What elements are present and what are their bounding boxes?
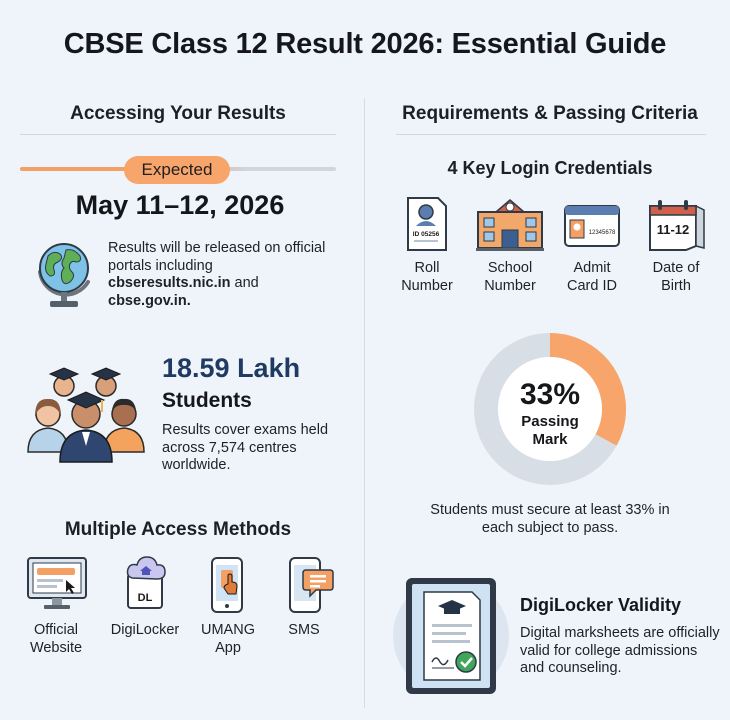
admit-card-icon bbox=[563, 204, 621, 248]
sms-icon bbox=[288, 556, 334, 614]
credential-date-of-birth: Date of Birth bbox=[652, 260, 700, 294]
id-card-number: ID 05256 bbox=[412, 231, 440, 238]
calendar-date-text: 11-12 bbox=[656, 222, 690, 237]
column-divider bbox=[364, 98, 365, 708]
globe-icon bbox=[30, 234, 98, 312]
students-count: 18.59 Lakh bbox=[162, 353, 301, 383]
digilocker-validity-title: DigiLocker Validity bbox=[520, 595, 682, 615]
credential-roll-number: Roll Number bbox=[401, 260, 453, 294]
passing-mark-label: Passing Mark bbox=[521, 413, 579, 448]
expected-pill: Expected bbox=[124, 156, 230, 184]
id-card-icon bbox=[404, 196, 450, 252]
students-label: Students bbox=[162, 389, 252, 412]
students-group-icon bbox=[24, 360, 148, 466]
digilocker-validity-description: Digital marksheets are officially valid for college admissions and counseling. bbox=[520, 625, 720, 676]
calendar-icon bbox=[644, 196, 708, 252]
digilocker-badge-text: DL bbox=[137, 592, 153, 604]
credential-school-number: School Number bbox=[484, 260, 536, 294]
result-date: May 11–12, 2026 bbox=[75, 190, 285, 220]
method-sms[interactable]: SMS bbox=[288, 622, 320, 638]
digital-marksheet-tablet-icon bbox=[392, 574, 510, 700]
computer-icon bbox=[26, 556, 88, 612]
credential-admit-card-id: Admit Card ID bbox=[567, 260, 617, 294]
method-official-website[interactable]: Official Website bbox=[29, 622, 83, 656]
method-digilocker[interactable]: DigiLocker bbox=[110, 622, 180, 638]
section-heading-requirements: Requirements & Passing Criteria bbox=[402, 103, 698, 124]
section-heading-accessing: Accessing Your Results bbox=[70, 103, 286, 124]
access-methods-heading: Multiple Access Methods bbox=[64, 519, 292, 540]
portal-link-cbse-gov[interactable]: cbse.gov.in. bbox=[108, 292, 191, 309]
release-info: Results will be released on official portals including cbseresults.nic.in and cbse.gov.in. bbox=[108, 240, 326, 309]
admit-card-number: 12345678 bbox=[588, 230, 616, 236]
school-icon bbox=[474, 194, 546, 252]
students-description: Results cover exams held across 7,574 centres worldwide. bbox=[162, 422, 329, 473]
page-title: CBSE Class 12 Result 2026: Essential Guide bbox=[63, 28, 667, 60]
section-rule-right bbox=[396, 134, 706, 135]
method-umang-app[interactable]: UMANG App bbox=[201, 622, 255, 656]
portal-link-cbseresults[interactable]: cbseresults.nic.in bbox=[108, 275, 231, 291]
phone-icon bbox=[210, 556, 244, 614]
section-rule-left bbox=[20, 134, 336, 135]
credentials-heading: 4 Key Login Credentials bbox=[447, 158, 653, 178]
passing-percentage: 33% bbox=[519, 378, 581, 411]
cloud-icon bbox=[122, 552, 168, 612]
passing-description: Students must secure at least 33% in each subject to pass. bbox=[430, 502, 670, 536]
